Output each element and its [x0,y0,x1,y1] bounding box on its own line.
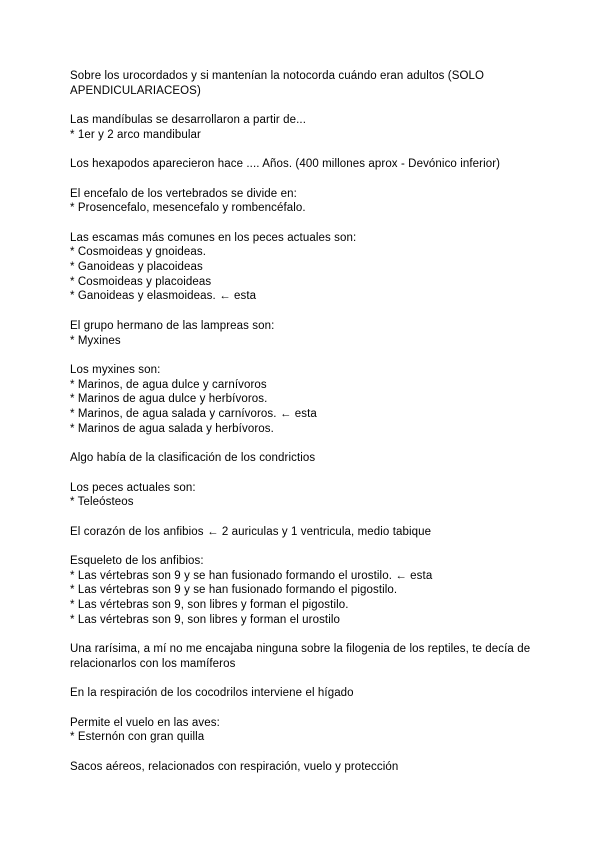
blank-line [70,745,540,760]
text-line: APENDICULARIACEOS) [70,84,201,97]
text-line: Sobre los urocordados y si mantenían la notocorda cuándo eran adultos (SOLO [70,70,485,82]
text-line: El corazón de los anfibios ← 2 auriculas y 1 ventricula, medio tabique [70,525,432,538]
blank-line [70,172,540,187]
text-line: El encefalo de los vertebrados se divide en: [70,187,297,200]
text-line: * Cosmoideas y gnoideas. [70,246,207,259]
text-line: El grupo hermano de las lampreas son: [70,319,275,332]
text-line: En la respiración de los cocodrilos interviene el hígado [70,687,354,700]
text-line: relacionarlos con los mamíferos [70,657,236,670]
text-line: * Prosencefalo, mesencefalo y rombencéfalo. [70,202,306,215]
text-line: Las escamas más comunes en los peces actuales son: [70,231,357,244]
text-line: * Las vértebras son 9, son libres y forman el pigostilo. [70,599,349,612]
text-line: Las mandíbulas se desarrollaron a partir de... [70,114,307,127]
blank-line [70,304,540,319]
text-line: * Ganoideas y placoideas [70,261,203,274]
text-line: * 1er y 2 arco mandibular [70,128,201,141]
blank-line [70,98,540,113]
blank-line [70,701,540,716]
blank-line [70,216,540,231]
text-line: Los myxines son: [70,363,161,376]
blank-line [70,510,540,525]
text-line: * Marinos de agua dulce y herbívoros. [70,393,268,406]
text-line: * Las vértebras son 9, son libres y forman el urostilo [70,613,341,626]
text-line: Sacos aéreos, relacionados con respiración, vuelo y protección [70,760,399,773]
blank-line [70,466,540,481]
text-line: Los peces actuales son: [70,481,196,494]
text-line: Permite el vuelo en las aves: [70,716,220,729]
text-line: * Marinos de agua salada y herbívoros. [70,422,274,435]
blank-line [70,143,540,158]
text-line: * Marinos, de agua salada y carnívoros. ← esta [70,408,317,421]
blank-line [70,539,540,554]
blank-line [70,436,540,451]
document-text-block [70,69,540,775]
text-line: Una rarísima, a mí no me encajaba ninguna sobre la filogenia de los reptiles, te decía de [70,643,531,656]
text-line: Los hexapodos aparecieron hace .... Años. (400 millones aprox - Devónico inferior) [70,158,501,171]
text-line: * Cosmoideas y placoideas [70,275,212,288]
text-line: * Marinos, de agua dulce y carnívoros [70,378,267,391]
text-line: Esqueleto de los anfibios: [70,555,204,568]
text-line: * Myxines [70,334,121,347]
text-line: * Ganoideas y elasmoideas. ← esta [70,290,257,303]
text-line: * Las vértebras son 9 y se han fusionado formando el pigostilo. [70,584,398,597]
text-line: Algo había de la clasificación de los condrictios [70,452,316,465]
blank-line [70,628,540,643]
text-line: * Las vértebras son 9 y se han fusionado formando el urostilo. ← esta [70,569,433,582]
text-line: * Esternón con gran quilla [70,731,205,744]
text-line: * Teleósteos [70,496,134,509]
blank-line [70,672,540,687]
blank-line [70,348,540,363]
